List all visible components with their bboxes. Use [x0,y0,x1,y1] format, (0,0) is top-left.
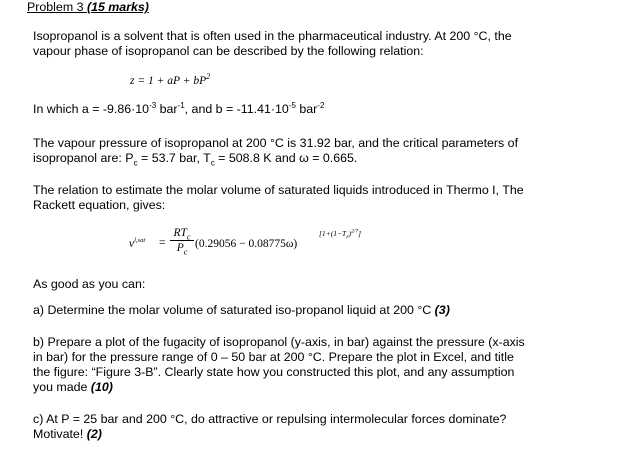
b-exponent: -5 [288,100,296,110]
part-a [33,303,593,318]
params-line [33,102,593,117]
tc-subscript: c [210,158,215,168]
rackett-lhs-sup: l,sat [134,237,146,245]
params-mid: , and b = -11.41·10 [184,102,289,116]
rackett-exp-a: [1+(1−T [319,229,347,238]
problem-marks: (15 marks) [86,0,149,14]
part-b-line-2: in bar) for the pressure range of 0 – 50 bar at 200 °C. Prepare the plot in Excel, and title [33,350,514,364]
part-c-line-2-text: Motivate! [33,427,84,441]
params-lead: In which a = -9.86·10 [33,102,150,116]
critical-params-mid: = 53.7 bar, T [137,151,211,165]
intro-line-2: vapour phase of isopropanol can be described by the following relation: [33,44,424,58]
problem-title [27,0,149,14]
a-unit: bar [156,102,178,116]
rackett-exp-b: ) [348,229,352,238]
part-c-marks: (2) [86,427,102,441]
part-c-line-1: c) At P = 25 bar and 200 °C, do attractive or repulsing intermolecular forces dominate? [33,412,507,426]
critical-params-lead: isopropanol are: P [33,151,134,165]
rackett-num-text: RT [173,227,187,239]
b-unit: bar [295,102,318,116]
rackett-exp-frac: 2/7 [351,228,359,235]
rackett-exponent [319,228,362,241]
rackett-equals: = [159,237,166,249]
critical-params-end: = 508.8 K and ω = 0.665. [214,151,358,165]
part-b-line-1: b) Prepare a plot of the fugacity of isopropanol (y-axis, in bar) against the pressure (x-axis [33,335,525,349]
rackett-lhs [129,238,145,250]
rackett-intro-line-1: The relation to estimate the molar volume of saturated liquids introduced in Thermo I, The [33,183,524,197]
part-c-line-2 [33,427,593,442]
rackett-num-sub: c [186,232,191,242]
rackett-intro-line-2: Rackett equation, gives: [33,198,166,212]
vapour-pressure-line-1: The vapour pressure of isopropanol at 200 °C is 31.92 bar, and the critical parameters of [33,136,519,150]
vapour-pressure-line-2 [33,151,593,166]
rackett-exp-sub: r [346,234,349,241]
intro-line-1: Isopropanol is a solvent that is often used in the pharmaceutical industry. At 200 °C, the [33,29,512,43]
a-exponent: -3 [149,100,157,110]
pc-subscript: c [133,158,138,168]
part-b-line-4 [33,380,593,395]
virial-equation [130,72,211,87]
rackett-numerator [170,227,194,242]
b-unit-exponent: -2 [317,100,325,110]
part-b-line-3: the figure: “Figure 3-B”. Clearly state how you constructed this plot, and any assumption [33,365,515,379]
rackett-fraction [170,227,194,257]
rackett-exp-close: ] [358,229,362,238]
virial-equation-body: z = 1 + aP + bP [130,75,207,87]
a-unit-exponent: -1 [177,100,185,110]
rackett-den-sub: c [183,247,188,257]
rackett-body: (0.29056 − 0.08775ω) [195,238,298,250]
rackett-equation [129,229,429,267]
part-b-line-4-text: you made [33,380,88,394]
virial-equation-exp: 2 [206,72,211,82]
rackett-den-text: P [176,242,184,254]
part-b-marks: (10) [90,380,113,394]
as-good-line: As good as you can: [33,277,146,291]
rackett-lhs-symbol: v [129,238,135,250]
part-a-text: a) Determine the molar volume of saturated iso-propanol liquid at 200 °C [33,303,432,317]
problem-title-text: Problem 3 [27,0,84,14]
part-a-marks: (3) [434,303,450,317]
rackett-denominator [170,242,194,257]
